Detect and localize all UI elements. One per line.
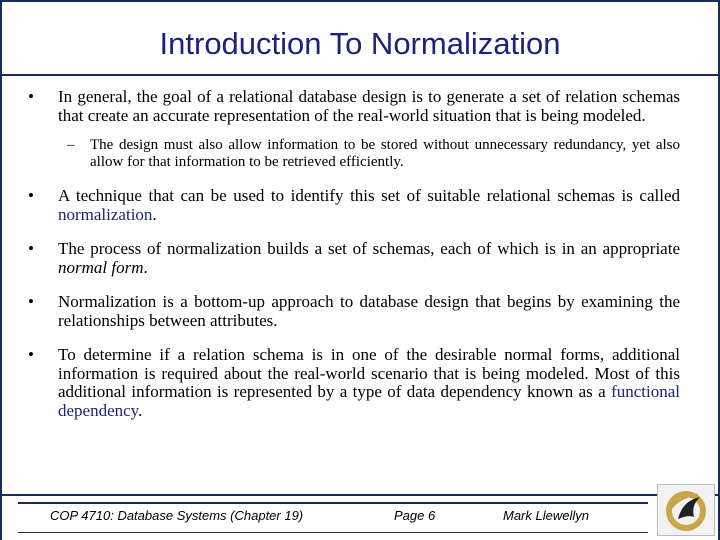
footer-divider: [0, 494, 720, 496]
sub-bullet-1: [28, 137, 680, 171]
bullet-2: [28, 187, 680, 224]
slide-footer: [0, 494, 720, 540]
title-divider: [0, 74, 720, 76]
bullet-dot: •: [28, 345, 34, 364]
bullet-5-post: .: [138, 400, 143, 420]
footer-page-number: Page 6: [394, 508, 436, 523]
bullet-dot: •: [28, 87, 34, 106]
footer-author: Mark Llewellyn: [503, 508, 589, 523]
bullet-3-pre: The process of normalization builds a set of schemas, each of which is in an appropriate: [58, 239, 680, 258]
sub-bullet-1-text: The design must also allow information to be stored without unnecessary redundancy, yet also allow for that information to be retrieved efficiently.: [90, 137, 680, 170]
ucf-pegasus-logo-icon: [657, 484, 715, 536]
bullet-4: [28, 293, 680, 330]
bullet-3-post: .: [143, 257, 148, 277]
bullet-2-post: .: [152, 204, 157, 224]
bullet-dot: •: [28, 292, 34, 311]
bullet-5-pre: To determine if a relation schema is in one of the desirable normal forms, additional information is required about the real-world scenario that is being modeled. Most of this additional information is represented by a type of data dependency known as a: [58, 345, 680, 401]
bullet-3: [28, 240, 680, 277]
ucf-pegasus-logo-icon-graphic: [658, 485, 714, 535]
slide-content: [28, 88, 680, 420]
keyword-functional-dependency: functional dependency: [58, 382, 680, 420]
bullet-5: [28, 346, 680, 420]
bullet-1: [28, 88, 680, 125]
bullet-1-text: In general, the goal of a relational database design is to generate a set of relation schemas that create an accurate representation of the real-world situation that is being modeled.: [58, 87, 680, 125]
keyword-normalization: normalization: [58, 204, 153, 224]
bullet-dot: •: [28, 239, 34, 258]
keyword-normal-form: normal form: [58, 257, 144, 277]
bullet-4-text: Normalization is a bottom-up approach to database design that begins by examining the relationships between attributes.: [58, 292, 680, 330]
footer-course: COP 4710: Database Systems (Chapter 19): [50, 508, 304, 523]
bullet-2-pre: A technique that can be used to identify this set of suitable relational schemas is called: [58, 186, 680, 205]
bullet-dot: •: [28, 186, 34, 205]
sub-bullet-dash: –: [67, 137, 75, 153]
slide-title: Introduction To Normalization: [159, 26, 561, 61]
